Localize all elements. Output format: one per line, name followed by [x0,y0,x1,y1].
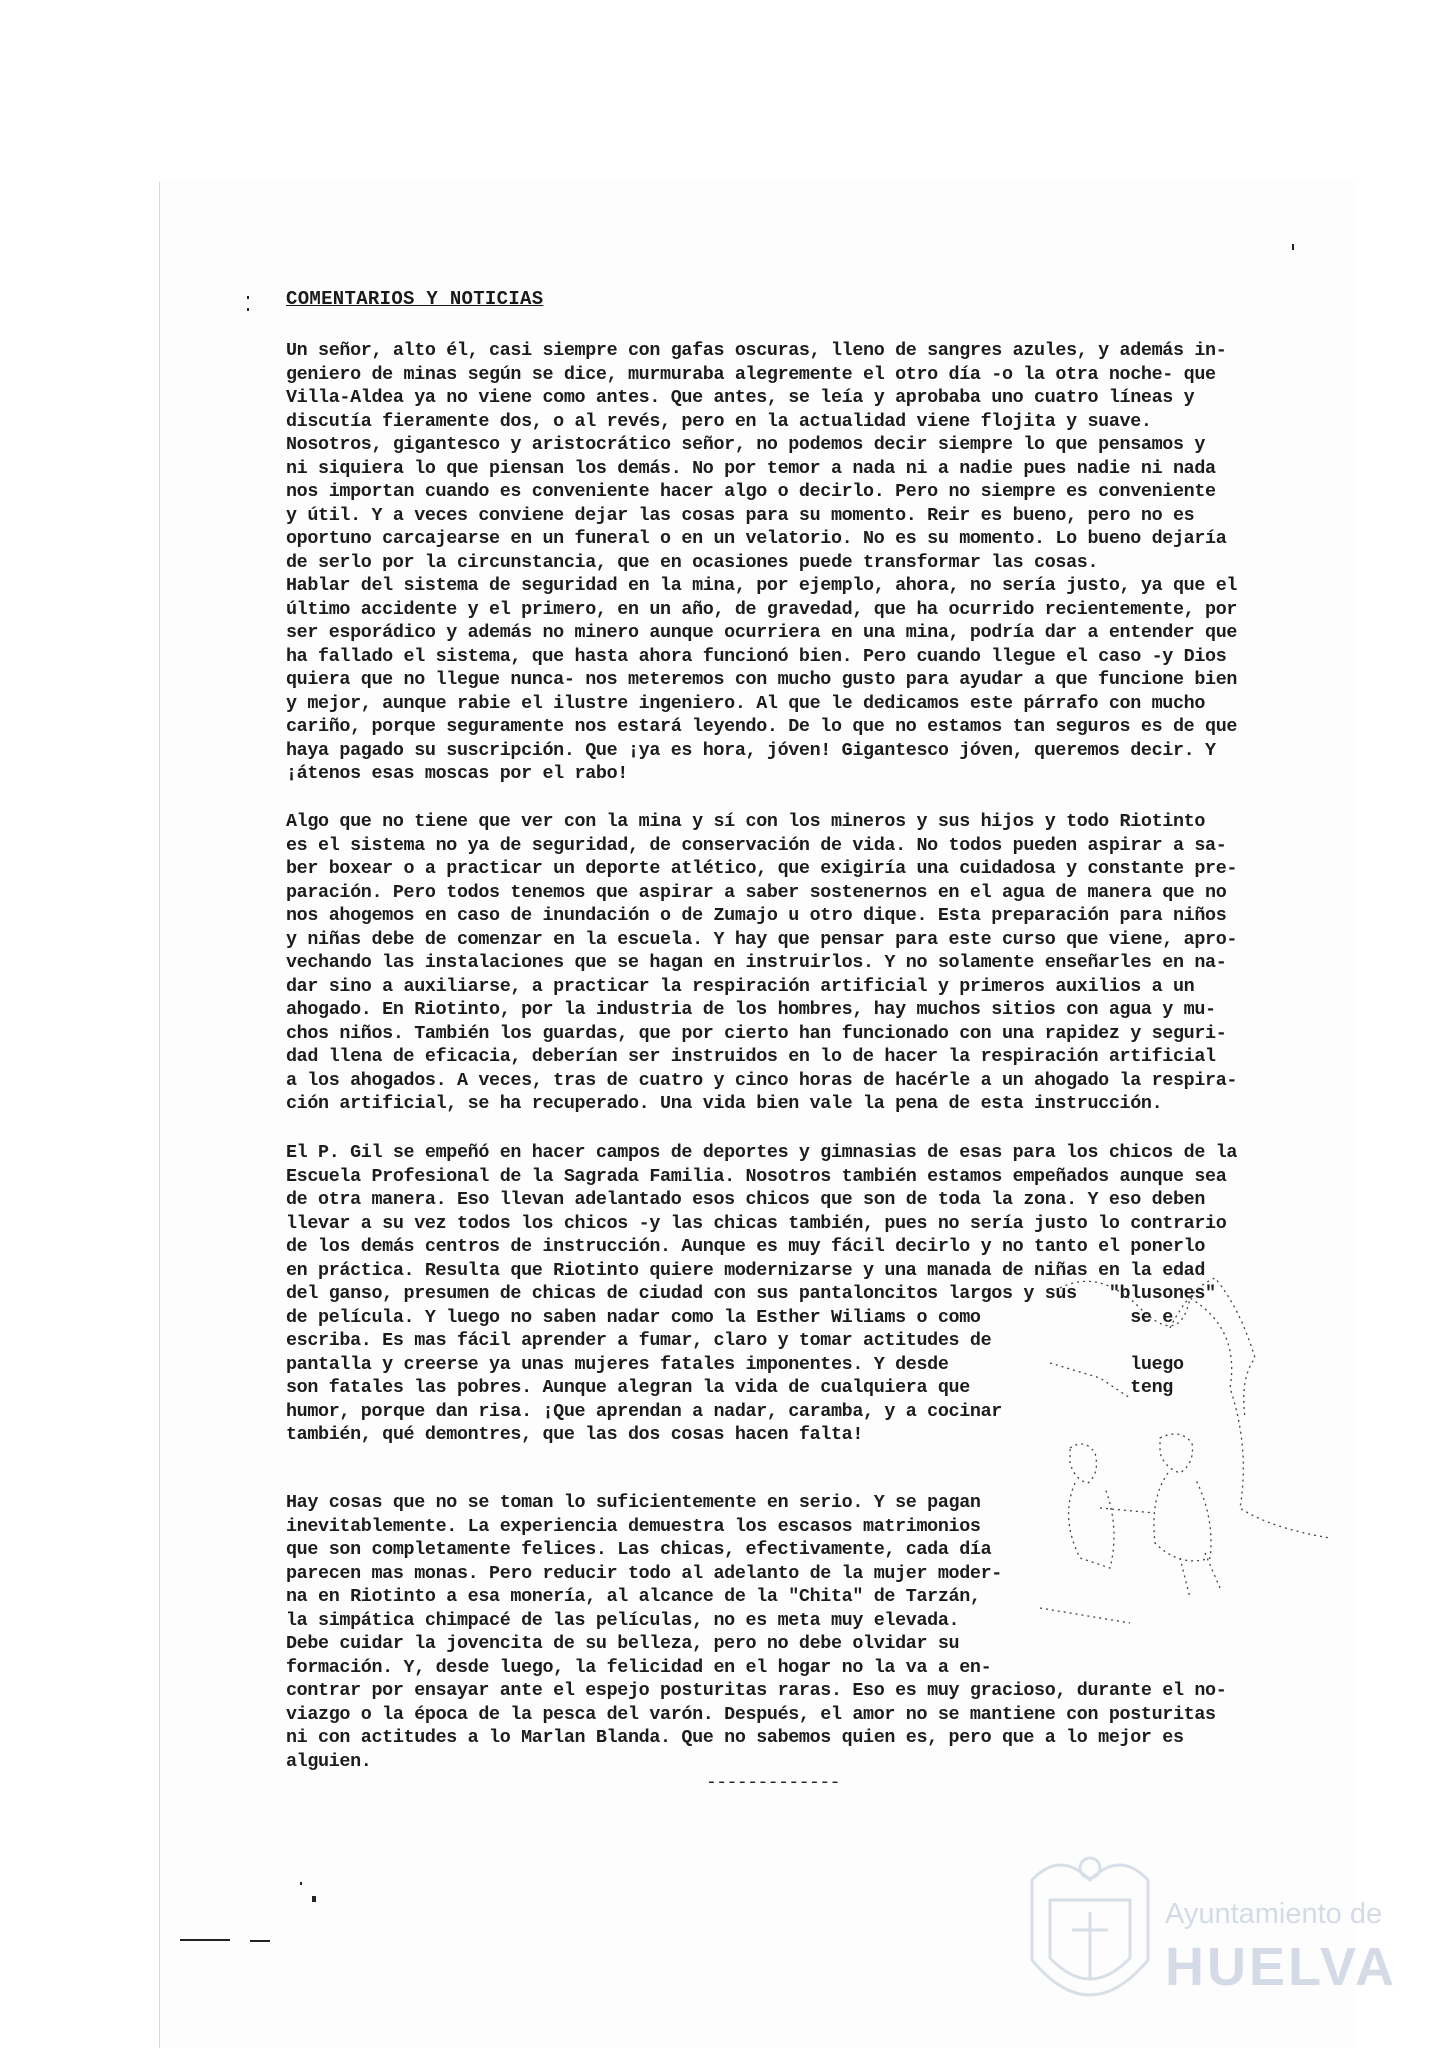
huelva-coat-of-arms-logo [1020,1840,1390,2030]
page-title: COMENTARIOS Y NOTICIAS [286,288,544,310]
margin-mark [300,1882,302,1885]
article-paragraph-3: El P. Gil se empeñó en hacer campos de deportes y gimnasias de esas para los chicos de la Escuela Profesional de la Sagrada Familia. Nosotros también estamos empeñados aunque sea de otra manera. Eso llevan adelantado esos chicos que son de toda la zona. Y eso deben llevar a su vez todos los chicos -y las chicas también, pues no sería justo lo contrario de los demás centros de instrucción. Aunque es muy fácil decirlo y no tanto el ponerlo en práctica. Resulta que Riotinto quiere modernizarse y una manada de niñas en la edad del ganso, presumen de chicas de ciudad con sus pantaloncitos largos y sus "blusones" de película. Y luego no saben nadar como la Esther Wiliams o como se e escriba. Es mas fácil aprender a fumar, claro y tomar actitudes de pantalla y creerse ya unas mujeres fatales imponentes. Y desde luego son fatales las pobres. Aunque alegran la vida de cualquiera que teng humor, porque dan risa. ¡Que aprendan a nadar, caramba, y a cocinar también, qué demontres, que las dos cosas hacen falta! [286,1142,1238,1445]
margin-mark [247,308,249,311]
margin-mark [312,1896,316,1902]
article-paragraph-1: Un señor, alto él, casi siempre con gafas oscuras, lleno de sangres azules, y además in- geniero de minas según se dice, murmuraba alegremente el otro día -o la otra noche- que Villa-Aldea ya no viene como antes. Que antes, se leía y aprobaba uno cuatro líneas y discutía fieramente dos, o al revés, pero en la actualidad viene flojita y suave. Nosotros, gigantesco y aristocrático señor, no podemos decir siempre lo que pensamos y ni siquiera lo que piensan los demás. No por temor a nada ni a nadie pues nadie ni nada nos importan cuando es conveniente hacer algo o decirlo. Pero no siempre es conveniente y útil. Y a veces conviene dejar las cosas para su momento. Reir es bueno, pero no es oportuno carcajearse en un funeral o en un velatorio. No es su momento. Lo bueno dejaría de serlo por la circunstancia, que en ocasiones puede transformar las cosas. Hablar del sistema de seguridad en la mina, por ejemplo, ahora, no sería justo, ya que el último accidente y el primero, en un año, de gravedad, que ha ocurrido recientemente, por ser esporádico y además no minero aunque ocurriera en una mina, podría dar a entender que ha fallado el sistema, que hasta ahora funcionó bien. Pero cuando llegue el caso -y Dios quiera que no llegue nunca- nos meteremos con mucho gusto para ayudar a que funcione bien y mejor, aunque rabie el ilustre ingeniero. Al que le dedicamos este párrafo con mucho cariño, porque seguramente nos estará leyendo. De lo que no estamos tan seguros es de que haya pagado su suscripción. Que ¡ya es hora, jóven! Gigantesco jóven, queremos decir. Y ¡átenos esas moscas por el rabo! [286,340,1238,784]
article-paragraph-2: Algo que no tiene que ver con la mina y sí con los mineros y sus hijos y todo Riotinto es el sistema no ya de seguridad, de conservación de vida. No todos pueden aspirar a sa- ber boxear o a practicar un deporte atlético, que exigiría una cuidadosa y constante pre- paración. Pero todos tenemos que aspirar a saber sostenernos en el agua de manera que no nos ahogemos en caso de inundación o de Zumajo u otro dique. Esta preparación para niños y niñas debe de comenzar en la escuela. Y hay que pensar para este curso que viene, apro- vechando las instalaciones que se hagan en instruirlos. Y no solamente enseñarles en na- dar sino a auxiliarse, a practicar la respiración artificial y primeros auxilios a un ahogado. En Riotinto, por la industria de los hombres, hay muchos sitios con agua y mu- chos niños. También los guardas, que por cierto han funcionado con una rapidez y seguri- dad llena de eficacia, deberían ser instruidos en lo de hacer la respiración artificial a los ahogados. A veces, tras de cuatro y cinco horas de hacérle a un ahogado la respira- ción artificial, se ha recuperado. Una vida bien vale la pena de esta instrucción. [286,811,1238,1114]
margin-mark [250,1940,270,1942]
closing-separator: ------------- [706,1773,840,1793]
article-paragraph-4: Hay cosas que no se toman lo suficientemente en serio. Y se pagan inevitablemente. La experiencia demuestra los escasos matrimonios que son completamente felices. Las chicas, efectivamente, cada día parecen mas monas. Pero reducir todo al adelanto de la mujer moder- na en Riotinto a esa monería, al alcance de la "Chita" de Tarzán, la simpática chimpacé de las películas, no es meta muy elevada. Debe cuidar la jovencita de su belleza, pero no debe olvidar su formación. Y, desde luego, la felicidad en el hogar no la va a en- contrar por ensayar ante el espejo posturitas raras. Eso es muy gracioso, durante el no- viazgo o la época de la pesca del varón. Después, el amor no se mantiene con posturitas ni con actitudes a lo Marlan Blanda. Que no sabemos quien es, pero que a lo mejor es alguien. [286,1492,1227,1772]
illustration-sketch [1040,1268,1340,1668]
watermark-line-1: Ayuntamiento de [1165,1898,1383,1930]
corner-mark [1292,244,1294,250]
margin-mark [180,1939,230,1941]
margin-mark [247,296,249,299]
watermark-line-2: HUELVA [1165,1937,1397,1997]
